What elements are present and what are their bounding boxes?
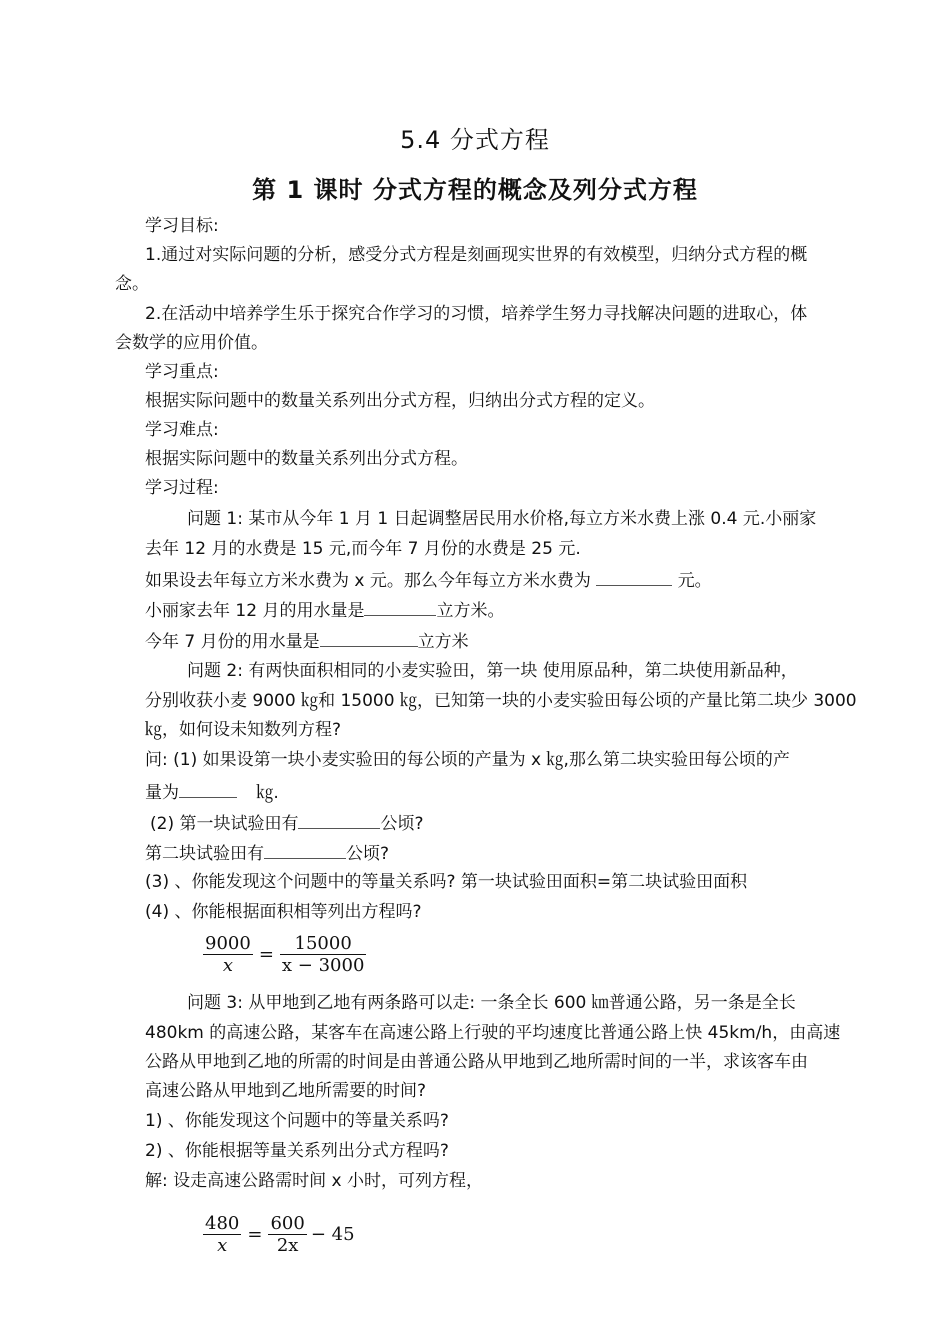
equals-sign: = (247, 1224, 263, 1245)
process-heading: 学习过程: (145, 478, 219, 498)
objectives-heading: 学习目标: (145, 216, 219, 236)
fraction-numerator: 9000 (205, 933, 251, 954)
question-2-ask-line-2-text: 量为 (145, 783, 179, 803)
question-1-line-4-unit: 立方米。 (436, 601, 505, 621)
question-1-line-3-text: 如果设去年每立方米水费为 x 元。那么今年每立方米水费为 (145, 571, 591, 591)
difficulty-heading: 学习难点: (145, 420, 219, 440)
equation-time-left-fraction (203, 1213, 241, 1256)
equation-area (203, 933, 366, 976)
question-3-ask-2: 2) 、你能根据等量关系列出分式方程吗? (145, 1141, 449, 1161)
equals-sign: = (258, 944, 274, 965)
question-1-line-3 (145, 567, 712, 593)
question-2-line-2: 分别收获小麦 9000 ㎏和 15000 ㎏，已知第一块的小麦实验田每公顷的产量比第二块少 3000 (145, 691, 857, 711)
difficulty-text: 根据实际问题中的数量关系列出分式方程。 (145, 449, 468, 469)
keypoint-heading: 学习重点: (145, 362, 219, 382)
question-2-ask-line-2 (145, 779, 279, 805)
equation-time-tail: − 45 (310, 1224, 355, 1245)
question-2-part-2b (145, 840, 389, 866)
equation-time-right-fraction (268, 1213, 306, 1256)
question-1-line-4-text: 小丽家去年 12 月的用水量是 (145, 601, 365, 621)
fraction-numerator: 600 (270, 1213, 305, 1234)
question-1-line-3-unit: 元。 (677, 571, 712, 591)
question-1-line-5-unit: 立方米 (417, 632, 469, 652)
equation-area-left-fraction (203, 933, 253, 976)
question-2-part-3: (3) 、你能发现这个问题中的等量关系吗? 第一块试验田面积=第二块试验田面积 (145, 872, 748, 892)
fraction-numerator: 15000 (294, 933, 352, 954)
question-3-line-2: 480km 的高速公路，某客车在高速公路上行驶的平均速度比普通公路上快 45km/h，由高速 (145, 1023, 841, 1043)
question-2-part-2b-unit: 公顷? (346, 844, 390, 864)
answer-blank-this-year-price[interactable] (596, 567, 672, 586)
question-2-line-1: 问题 2: 有两快面积相同的小麦实验田，第一块 使用原品种，第二块使用新品种， (187, 661, 798, 681)
lesson-subtitle: 第 1 课时 分式方程的概念及列分式方程 (252, 176, 698, 204)
keypoint-text: 根据实际问题中的数量关系列出分式方程，归纳出分式方程的定义。 (145, 391, 655, 411)
objective-1-line-1: 1.通过对实际问题的分析，感受分式方程是刻画现实世界的有效模型，归纳分式方程的概 (145, 245, 808, 265)
fraction-numerator: 480 (205, 1213, 240, 1234)
equation-time (203, 1213, 361, 1256)
objective-1-line-2: 念。 (115, 274, 149, 294)
answer-blank-first-field-area[interactable] (298, 810, 380, 829)
question-1-line-5-text: 今年 7 月份的用水量是 (145, 632, 320, 652)
question-3-ask-1: 1) 、你能发现这个问题中的等量关系吗? (145, 1111, 449, 1131)
question-2-part-2-unit: 公顷? (380, 814, 424, 834)
question-1-line-4 (145, 597, 504, 623)
answer-blank-last-year-usage[interactable] (364, 597, 436, 616)
question-2-ask-line-1: 问: (1) 如果设第一块小麦实验田的每公顷的产量为 x ㎏,那么第二块实验田每公顷的产 (145, 750, 790, 770)
answer-blank-this-year-usage[interactable] (320, 628, 418, 647)
fraction-denominator: 2x (268, 1234, 306, 1256)
question-1-line-1: 问题 1: 某市从今年 1 月 1 日起调整居民用水价格,每立方米水费上涨 0.4 元.小丽家 (187, 509, 817, 529)
objective-2-line-1: 2.在活动中培养学生乐于探究合作学习的习惯，培养学生努力寻找解决问题的进取心，体 (145, 304, 808, 324)
question-2-part-2b-text: 第二块试验田有 (145, 844, 264, 864)
question-3-solution: 解: 设走高速公路需时间 x 小时，可列方程， (145, 1171, 483, 1191)
page-title: 5.4 分式方程 (400, 126, 550, 154)
fraction-denominator: x − 3000 (281, 955, 365, 976)
question-3-line-1: 问题 3: 从甲地到乙地有两条路可以走: 一条全长 600 ㎞普通公路，另一条是全长 (187, 993, 796, 1013)
question-1-line-2: 去年 12 月的水费是 15 元,而今年 7 月份的水费是 25 元. (145, 539, 581, 559)
fraction-denominator: x (203, 1234, 241, 1256)
question-2-ask-line-2-unit: ㎏. (256, 783, 279, 803)
question-3-line-3: 公路从甲地到乙地的所需的时间是由普通公路从甲地到乙地所需时间的一半，求该客车由 (145, 1052, 808, 1072)
answer-blank-second-field-area[interactable] (264, 840, 346, 859)
question-1-line-5 (145, 628, 469, 654)
answer-blank-second-field-yield[interactable] (179, 779, 237, 798)
question-3-line-4: 高速公路从甲地到乙地所需要的时间? (145, 1081, 427, 1101)
equation-area-right-fraction (280, 933, 367, 976)
question-2-part-2-text: (2) 第一块试验田有 (150, 814, 299, 834)
question-2-line-3: ㎏，如何设未知数列方程? (145, 720, 342, 740)
objective-2-line-2: 会数学的应用价值。 (115, 333, 268, 353)
question-2-part-2 (150, 810, 424, 836)
question-2-part-4: (4) 、你能根据面积相等列出方程吗? (145, 902, 422, 922)
fraction-denominator: x (203, 954, 253, 976)
